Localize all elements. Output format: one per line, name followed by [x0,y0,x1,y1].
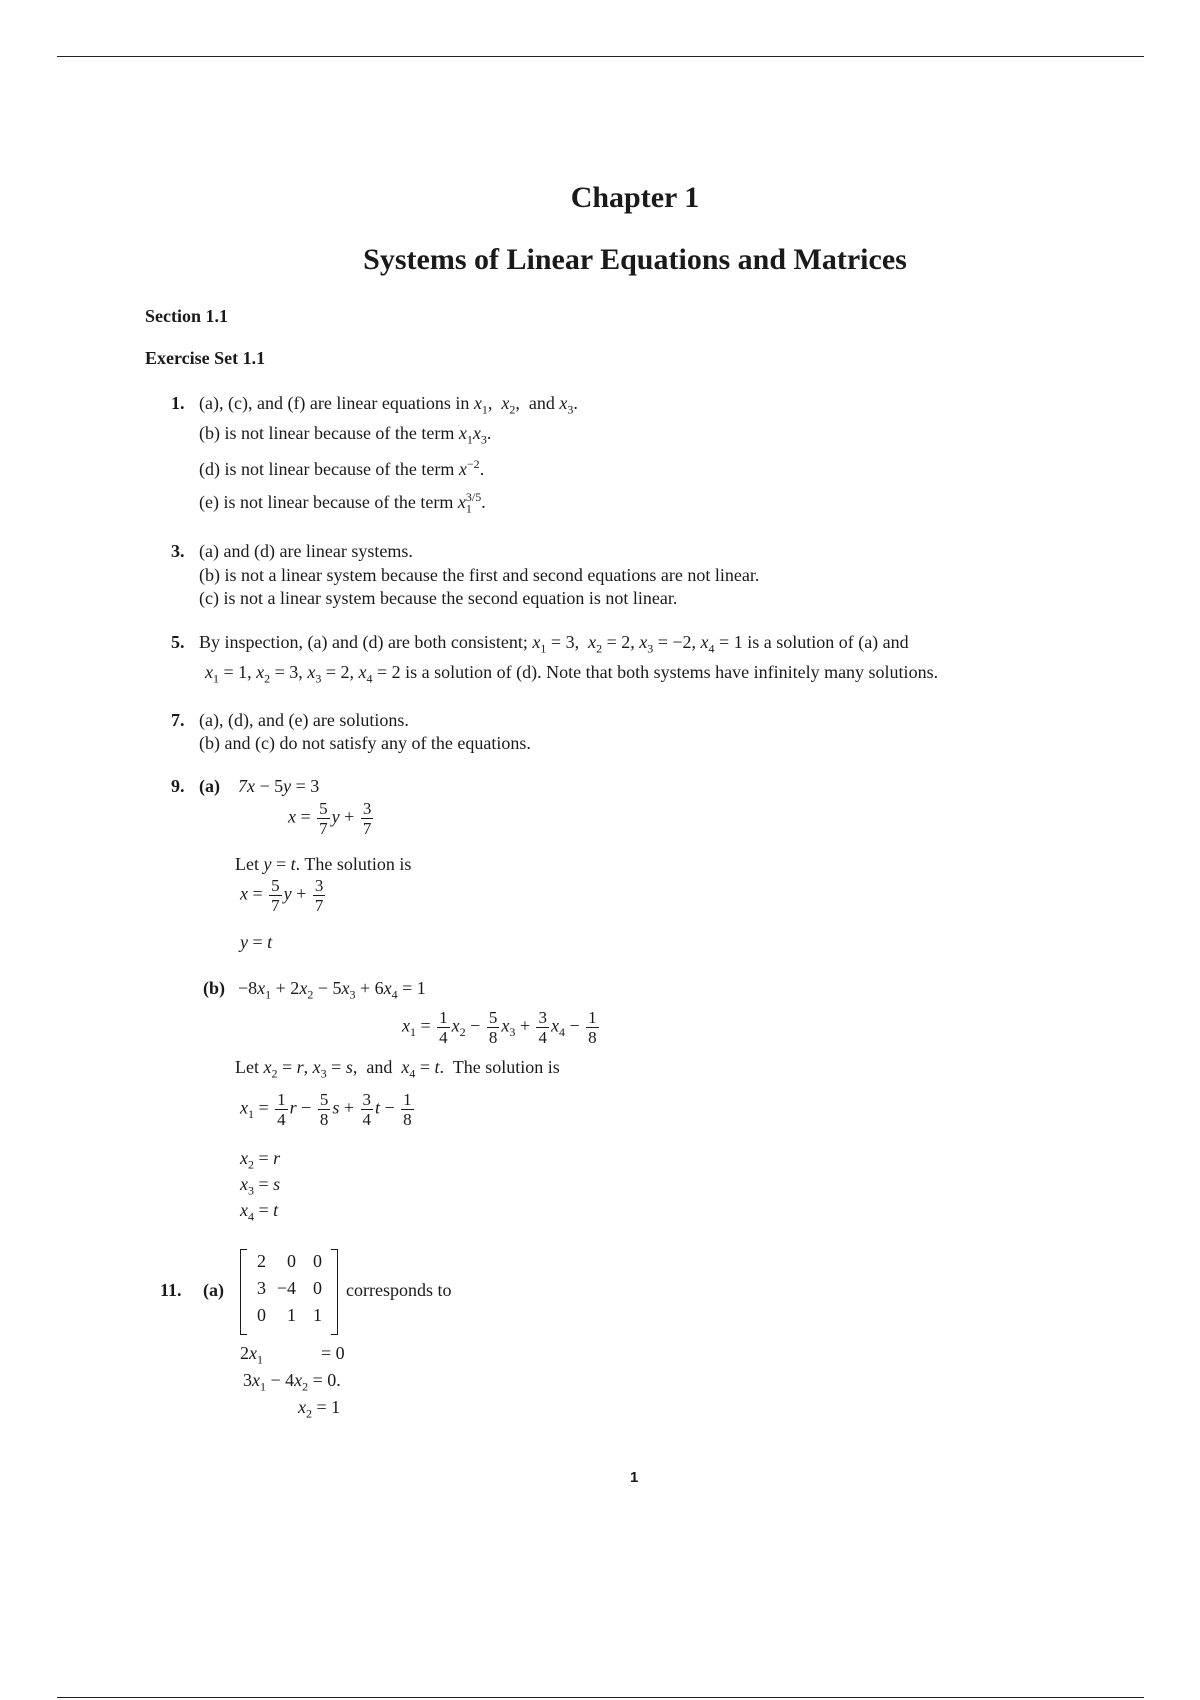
problem-number: 5. [171,632,185,652]
top-rule [57,56,1144,57]
problem-5-line-1: By inspection, (a) and (d) are both consistent; $x_1 = 3$, $x_2 = 2$, $x_3 = -2$, $x_4 = 1$ is a solution of (a) and [199,632,909,656]
page-number: 1 [630,1469,639,1486]
matrix-cell: −4 [276,1278,296,1298]
equation: $x_1$ = $\frac{1}{4}$ $x_2$ − $\frac{5}{8}$ $x_3$ + $\frac{3}{4}$ $x_4$ − $\frac{1}{8}$ [402,1008,597,1047]
equation: $x_2 = r$ [240,1148,281,1172]
matrix-cell: 0 [313,1251,322,1271]
problem-1-line-1: (a), (c), and (f) are linear equations in $x_1$, $x_2$, and $x_3$. [199,393,578,417]
equation: x = $\frac{5}{7}$ y + $\frac{3}{7}$ [288,799,372,838]
problem-7-b: (b) and (c) do not satisfy any of the equations. [199,733,531,753]
equation: 7x − 5y = 3 [238,776,320,796]
problem-9-a-let: Let y = t. The solution is [235,854,412,874]
coefficient-matrix [240,1249,338,1333]
equation: $x_2 = 1$ [298,1397,341,1421]
problem-1-d: (d) is not linear because of the term $x^{-2}$. [199,457,485,479]
equation: $3x_1 - 4x_2 = 0$. [243,1370,341,1394]
problem-5-line-2: $x_1 = 1$, $x_2 = 3$, $x_3 = 2$, $x_4 = 2$ is a solution of (d). Note that both systems have infinitely many solutions. [205,662,939,686]
chapter-subtitle: Systems of Linear Equations and Matrices [363,243,907,276]
problem-3-b: (b) is not a linear system because the first and second equations are not linear. [199,565,760,585]
matrix-cell: 0 [257,1305,266,1325]
matrix-cell: 1 [313,1305,322,1325]
problem-3-c: (c) is not a linear system because the second equation is not linear. [199,588,678,608]
matrix-row [240,1251,338,1278]
problem-number: 11. [160,1280,182,1300]
part-a-label: (a) [203,1280,224,1300]
problem-number: 1. [171,393,185,413]
matrix-cell: 0 [287,1251,296,1271]
equation: $-8x_1 + 2x_2 - 5x_3 + 6x_4 = 1$ [238,978,426,1002]
equation: $2x_1$ [240,1343,263,1367]
equation: = 0 [321,1343,345,1363]
equation: $x_4 = t$ [240,1200,279,1224]
matrix-cell: 1 [287,1305,296,1325]
equation: $x_1$ = $\frac{1}{4}$ r − $\frac{5}{8}$ s + $\frac{3}{4}$ t − $\frac{1}{8}$ [240,1090,412,1129]
section-heading: Section 1.1 [145,306,228,326]
problem-number: 7. [171,710,185,730]
part-b-label: (b) [203,978,225,998]
problem-number: 3. [171,541,185,561]
corresponds-to-text: corresponds to [346,1280,452,1300]
equation: x = $\frac{5}{7}$ y + $\frac{3}{7}$ [240,876,324,915]
bottom-rule [57,1697,1144,1698]
equation: $x_3 = s$ [240,1174,281,1198]
matrix-cell: 3 [257,1278,266,1298]
problem-3-a: (a) and (d) are linear systems. [199,541,413,561]
problem-number: 9. [171,776,185,796]
problem-7-a: (a), (d), and (e) are solutions. [199,710,409,730]
part-a-label: (a) [199,776,220,796]
equation: y = t [240,932,273,952]
exercise-heading: Exercise Set 1.1 [145,348,266,368]
matrix-row [240,1278,338,1305]
problem-1-b: (b) is not linear because of the term $x_1x_3$. [199,423,492,447]
matrix-cell: 2 [257,1251,266,1271]
problem-1-e: (e) is not linear because of the term $x_1^{3/5}$. [199,490,486,516]
matrix-cell: 0 [313,1278,322,1298]
problem-9-b-let: Let $x_2 = r$, $x_3 = s$, and $x_4 = t$. The solution is [235,1057,560,1081]
chapter-title: Chapter 1 [570,181,700,214]
matrix-row [240,1305,338,1332]
